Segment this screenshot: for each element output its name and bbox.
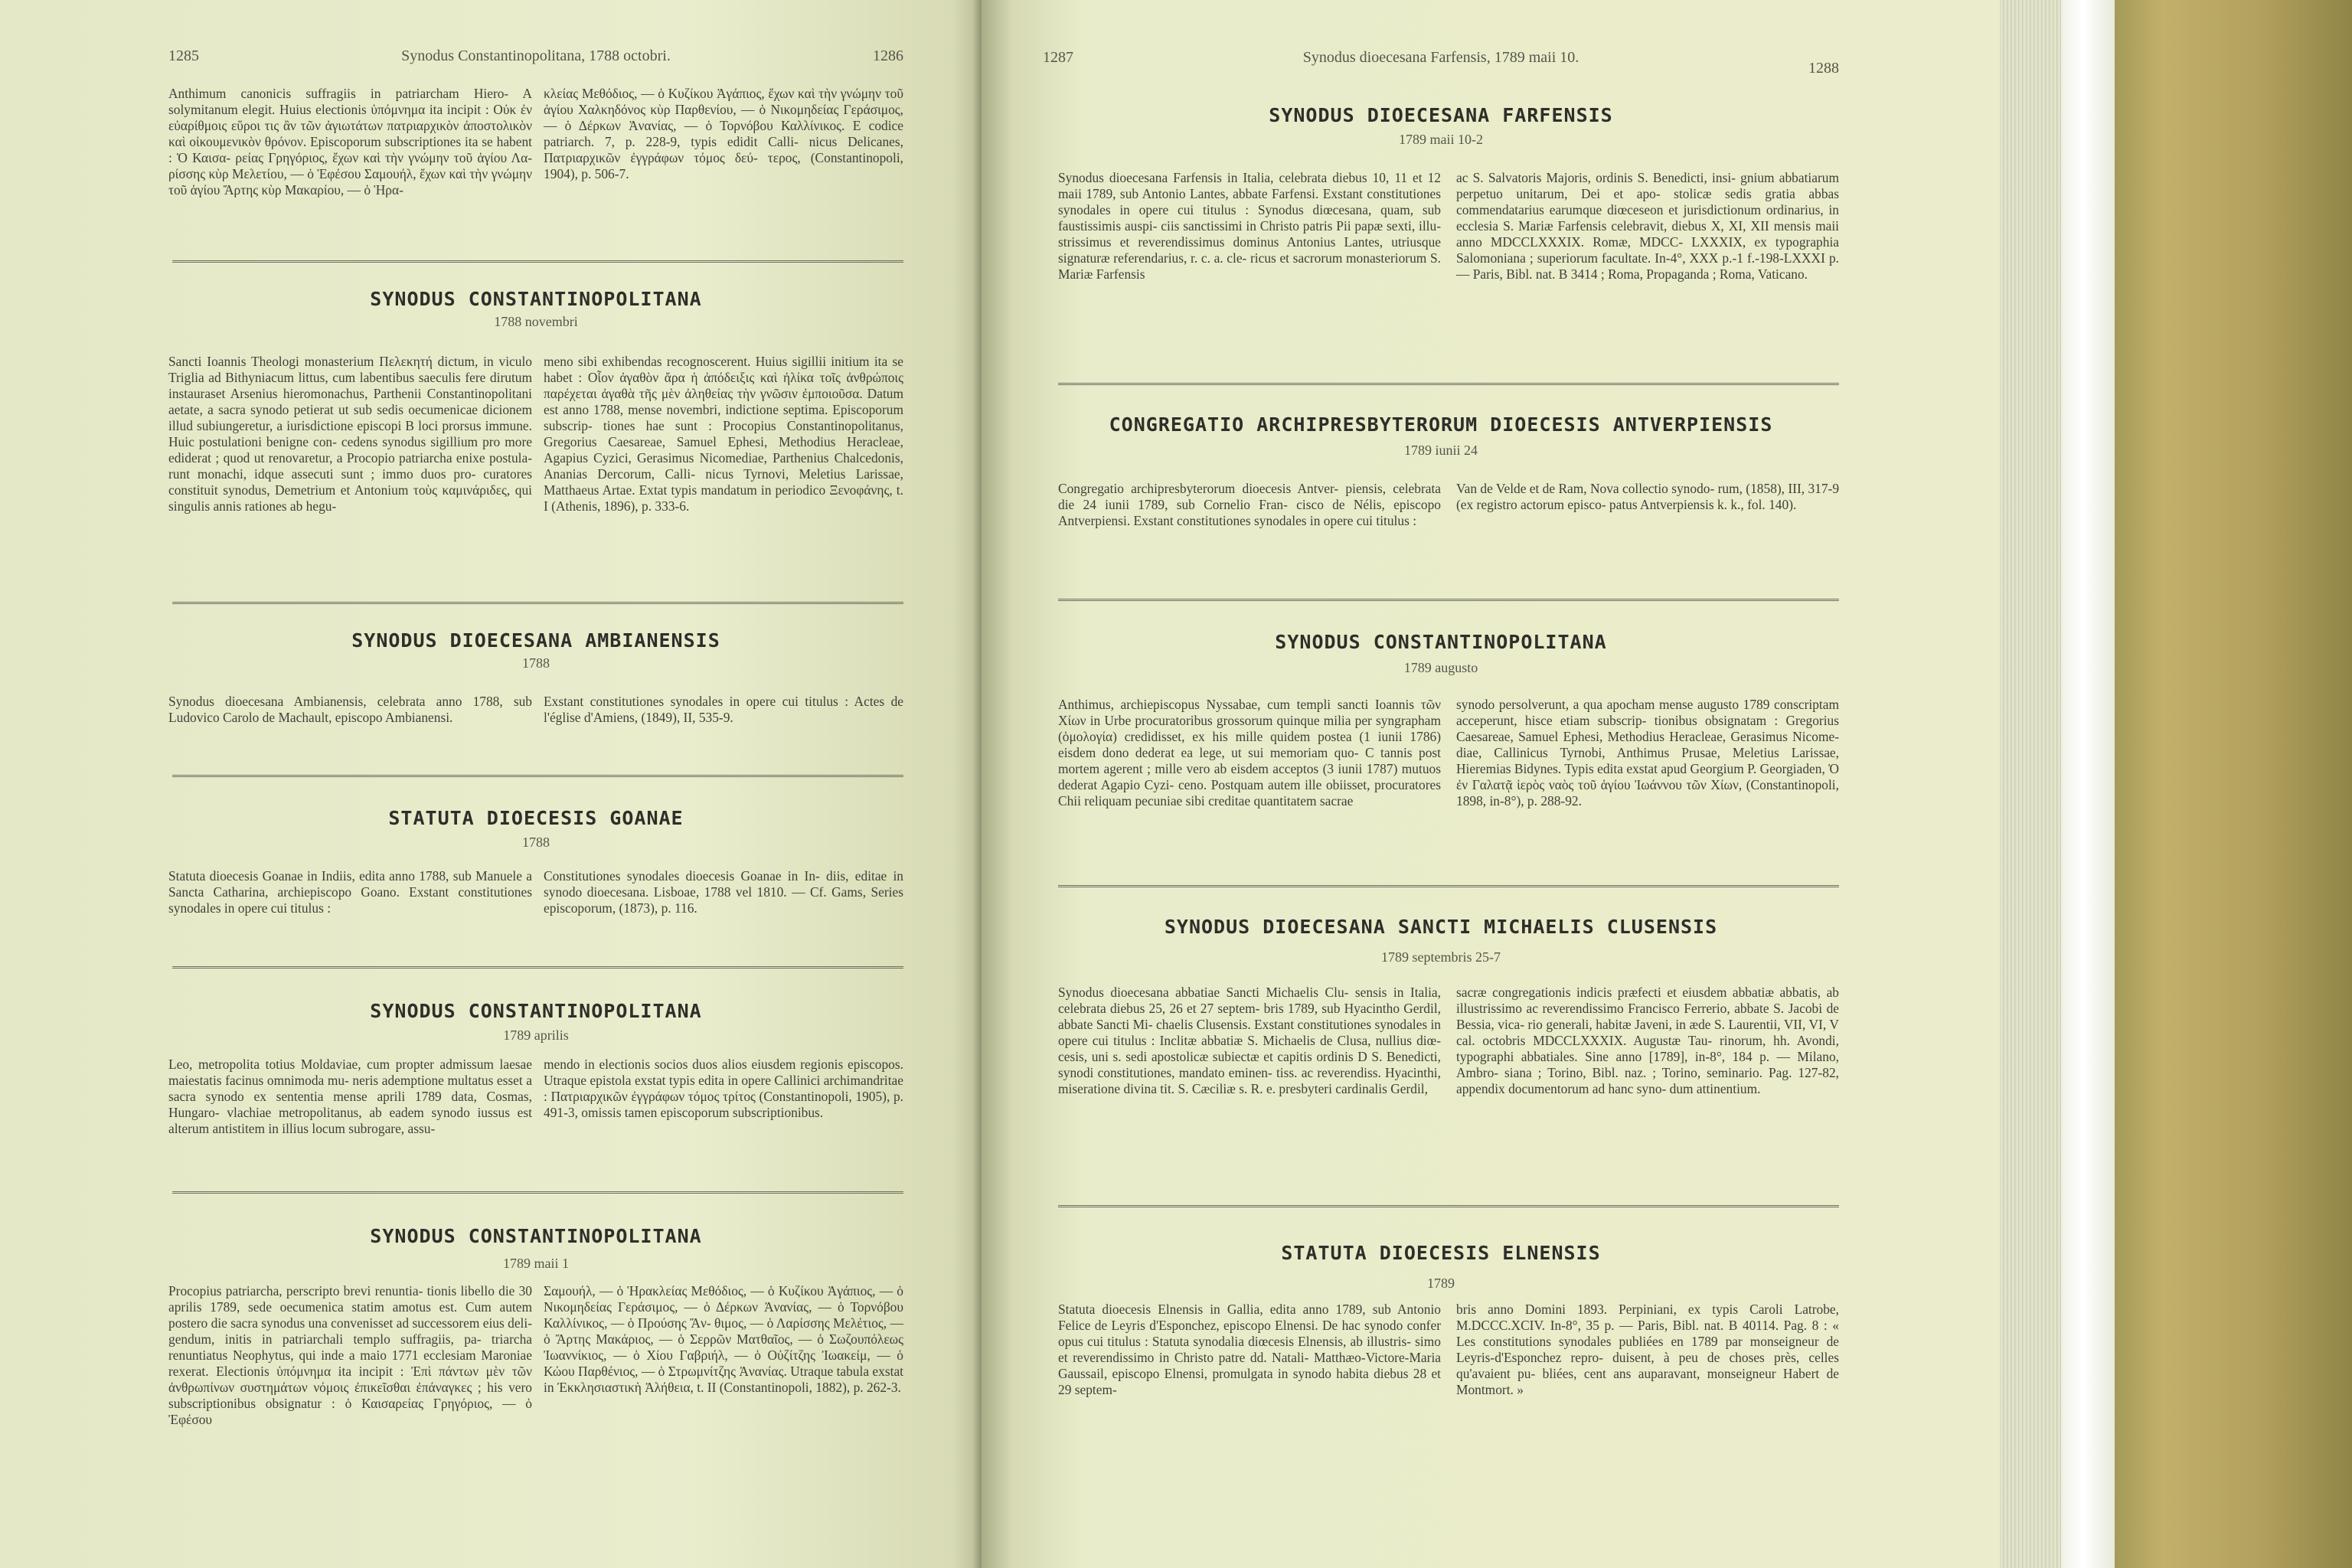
- section-divider: [172, 1191, 903, 1194]
- section-date: 1789 septembris 25-7: [1381, 949, 1501, 965]
- text-column: κλείας Μεθόδιος, — ὁ Κυζίκου Ἀγάπιος, ἔχων καὶ τὴν γνώμην τοῦ ἁγίου Χαλκηδόνος κὺρ Παρθενίου, — ὁ Νικομηδείας Γεράσιμος, — ὁ Δέρκων Ἀνανίας, — ὁ Τορνόβου Καλλίνικος. E codice patriarch. 7, p. 228-9, typis edidit Calli- nicus Delicanes, Πατριαρχικῶν ἐγγράφων τόμος δεύ- τερος, (Constantinopoli, 1904), p. 506-7.: [544, 86, 903, 181]
- left-page: [0, 0, 982, 1568]
- text-column: Constitutiones synodales dioecesis Goanae in In- diis, editae in synodo dioecesana. Lisboae, 1788 vel 1810. — Cf. Gams, Series episcoporum, (1873), p. 116.: [544, 868, 903, 916]
- section-date: 1789 aprilis: [503, 1027, 569, 1043]
- page-number: 1287: [1043, 49, 1073, 66]
- right-page-header: [1043, 49, 1839, 77]
- section-date: 1789 iunii 24: [1403, 443, 1478, 458]
- text-column: Exstant constitutiones synodales in opere cui titulus : Actes de l'église d'Amiens, (1849), II, 535-9.: [544, 694, 903, 725]
- section-divider: [172, 775, 903, 777]
- section-title: SYNODUS CONSTANTINOPOLITANA: [1275, 631, 1607, 653]
- text-column: Congregatio archipresbyterorum dioecesis Antver- piensis, celebrata die 24 iunii 1789, sub Cornelio Fran- cisco de Nélis, episcopo Antverpiensi. Exstant constitutiones synodales in opere cui titulus :: [1058, 481, 1441, 528]
- section-title: CONGREGATIO ARCHIPRESBYTERORUM DIOECESIS ANTVERPIENSIS: [1109, 413, 1773, 436]
- section-divider: [172, 602, 903, 604]
- section-title: SYNODUS DIOECESANA SANCTI MICHAELIS CLUSENSIS: [1164, 916, 1718, 938]
- section-title: SYNODUS DIOECESANA AMBIANENSIS: [351, 629, 720, 652]
- page-number: 1288: [1808, 60, 1839, 77]
- text-column: ac S. Salvatoris Majoris, ordinis S. Benedicti, insi- gnium abbatiarum perpetuo unitarum, Dei et apo- stolicæ sedis gratia abbas commendatarius earumque diœceseon et jurisdictionum ordinarius, in ecclesia S. Mariæ Farfensis celebravit, diebus X, XI, XII mensis maii anno MDCCLXXXIX. Romæ, MDCC- LXXXIX, ex typographia Salomoniana ; superiorum facultate. In-4°, XXX p.-1 f.-198-LXXXI p. — Paris, Bibl. nat. B 3414 ; Roma, Propaganda ; Roma, Vaticano.: [1456, 170, 1839, 282]
- text-column: Synodus dioecesana Farfensis in Italia, celebrata diebus 10, 11 et 12 maii 1789, sub Antonio Lantes, abbate Farfensi. Exstant constitutiones synodales in opere cui titulus : Synodus diœcesana, quam, sub faustissimis auspi- ciis sanctissimi in Christo patris Pii papæ sexti, illu- strissimus et reverendissimus dominus Antonius Lantes, utriusque signaturæ referendarius, r. c. a. cle- ricus et sacrorum monasteriorum S. Mariæ Farfensis: [1058, 170, 1441, 282]
- running-title: Synodus Constantinopolitana, 1788 octobri.: [401, 47, 671, 64]
- page-number: 1285: [168, 47, 199, 64]
- text-column: mendo in electionis socios duos alios eiusdem regionis episcopos. Utraque epistola exstat typis edita in opere Callinici archimandritae : Πατριαρχικῶν ἐγγράφων τόμος τρίτος (Constantinopoli, 1905), p. 491-3, omissis tamen episcoporum subscriptionibus.: [544, 1057, 903, 1120]
- section-divider: [172, 260, 903, 263]
- section-date: 1788: [522, 835, 550, 850]
- text-column: Synodus dioecesana Ambianensis, celebrata anno 1788, sub Ludovico Carolo de Machault, episcopo Ambianensi.: [168, 694, 532, 725]
- text-column: Synodus dioecesana abbatiae Sancti Michaelis Clu- sensis in Italia, celebrata diebus 25, 26 et 27 septem- bris 1789, sub Hyacintho Gerdil, abbate Sancti Mi- chaelis Clusensis. Exstant constitutiones synodales in opere cui titulus : Inclitæ abbatiæ S. Michaelis de Clusa, nullius diœ- cesis, uni s. sedi apostolicæ subiectæ et capitis ordinis D S. Benedicti, synodi constitutiones, mandato eminen- tiss. ac reverendiss. Hyacinthi, miseratione divina tit. S. Cæciliæ s. R. e. presbyteri cardinalis Gerdil,: [1058, 985, 1441, 1096]
- book-cover-edge: [2061, 0, 2115, 1568]
- section-divider: [1058, 885, 1839, 887]
- section-title: SYNODUS DIOECESANA FARFENSIS: [1269, 104, 1613, 126]
- text-column: Leo, metropolita totius Moldaviae, cum propter admissum laesae maiestatis facinus omnimoda mu- neris ademptione multatus esset a sacra synodo ex sententia mense aprili 1789 data, Cosmas, Hungaro- vlachiae metropolitanus, ab eadem synodo iussus est alterum antistitem in illius locum subrogare, assu-: [168, 1057, 532, 1136]
- text-column: Statuta dioecesis Elnensis in Gallia, edita anno 1789, sub Antonio Felice de Leyris d'Esponchez, episcopo Elnensi. De hac synodo confer opus cui titulus : Statuta synodalia diœcesis Elnensis, ab illustris- simo et reverendissimo in Christo patre dd. Natali- Matthæo-Victore-Maria Gaussail, episcopo Elnensi, promulgata in synodo habita diebus 28 et 29 septem-: [1058, 1302, 1441, 1397]
- page-edges: [2000, 0, 2061, 1568]
- text-column: Procopius patriarcha, perscripto brevi renuntia- tionis libello die 30 aprilis 1789, sede oecumenica statim amotus est. Cum autem postero die sacra synodus una convenisset ad successorem eius deli- gendum, initis in patriarchali templo suffragiis, pa- triarcha renuntiatus Neophytus, qui inde a maio 1771 ecclesiam Maroniae rexerat. Electionis ὑπόμνημα ita incipit : Ἐπὶ πάντων μὲν τῶν ἀνθρωπίνων συστημάτων νόμοις ἐπικεῖσθαι ἐπάναγκες ; his vero subscriptionibus obsignatur : ὁ Καισαρείας Γρηγόριος, — ὁ Ἐφέσου: [168, 1283, 532, 1427]
- section-divider: [1058, 1205, 1839, 1207]
- section-title: SYNODUS CONSTANTINOPOLITANA: [370, 288, 702, 310]
- page-number: 1286: [873, 47, 903, 64]
- section-divider: [172, 966, 903, 969]
- section-title: SYNODUS CONSTANTINOPOLITANA: [370, 1225, 702, 1247]
- right-page: [982, 0, 2000, 1568]
- text-column: synodo persolverunt, a qua apocham mense augusto 1789 conscriptam acceperunt, hisce etiam subscrip- tionibus obsignatam : Gregorius Caesareae, Samuel Ephesi, Methodius Heracleae, Gerasimus Nicome- diae, Callinicus Tyrnobi, Anthimus Prusae, Meletius Larissae, Hieremias Bidynes. Typis edita exstat apud Georgium P. Georgiaden, Ὁ ἐν Γαλατᾷ ἱερὸς ναὸς τοῦ ἁγίου Ἰωάννου τῶν Χίων, (Constantinopoli, 1898, in-8°), p. 288-92.: [1456, 697, 1839, 808]
- section-divider: [1058, 383, 1839, 385]
- section-date: 1789 augusto: [1403, 660, 1478, 675]
- left-page-header: [168, 47, 903, 70]
- section-divider: [1058, 599, 1839, 601]
- text-column: meno sibi exhibendas recognoscerent. Huius sigillii initium ita se habet : Οἷον ἀγαθὸν ἄρα ἡ ἀπόδειξις καὶ ἠλίκα τοῖς ἀνθρώποις παρέχεται ἀγαθὰ τῆς μὲν ἀληθείας τὴν γνῶσιν ἐμποιοῦσα. Datum est anno 1788, mense novembri, indictione septima. Episcoporum subscrip- tiones hae sunt : Procopius Constantinopolitanus, Gregorius Caesareae, Samuel Ephesi, Methodius Heracleae, Agapius Cyzici, Gerasimus Nicomediae, Parthenius Chalcedonis, Ananias Dercorum, Calli- nicus Tyrnovi, Meletius Larissae, Matthaeus Artae. Extat typis mandatum in periodico Ξενοφάνης, t. I (Athenis, 1896), p. 333-6.: [544, 354, 903, 514]
- text-column: Anthimum canonicis suffragiis in patriarcham Hiero- A solymitanum elegit. Huius electionis ὑπόμνημα ita incipit : Οὐκ ἐν εὐαρίθμοις εὕροι τις ἂν τῶν ἀγιωτάτων πατριαρχικὸν ἀποστολικὸν καὶ οἰκουμενικὸν θρόνον. Episcoporum subscriptiones ita se habent : Ὁ Καισα- ρείας Γρηγόριος, ἔχων καὶ τὴν γνώμην τοῦ ἁγίου Λα- ρίσσης κὺρ Μελετίου, — ὁ Ἐφέσου Σαμουήλ, ἔχων καὶ τὴν γνώμην τοῦ ἁγίου Ἄρτης κὺρ Μακαρίου, — ὁ Ἡρα-: [168, 86, 532, 198]
- text-column: Sancti Ioannis Theologi monasterium Πελεκητή dictum, in viculo Triglia ad Bithyniacum littus, cum labentibus saeculis fere dirutum instauraset Arsenius hieromonachus, Parthenii Constantinopolitani aetate, a sacra synodo petierat ut sub sedis oecumenicae dicionem illud subiungeretur, a iurisdictione episcopi B loci prorsus immune. Huic postulationi benigne con- cedens synodus sigillium pro more ediderat ; quod ut renovaretur, a Procopio patriarcha enixe postula- runt monachi, idque assecuti sunt ; immo duos pro- curatores constituit synodus, Demetrium et Antonium τοὺς καμινάριδες, qui singulis annis rationes ab hegu-: [168, 354, 532, 514]
- text-column: Σαμουήλ, — ὁ Ἡρακλείας Μεθόδιος, — ὁ Κυζίκου Ἀγάπιος, — ὁ Νικομηδείας Γεράσιμος, — ὁ Δέρκων Ἀνανίας, — ὁ Τορνόβου Καλλίνικος, — ὁ Προύσης Ἄν- θιμος, — ὁ Λαρίσσης Μελέτιος, — ὁ Ἄρτης Μακάριος, — ὁ Σερρῶν Ματθαῖος, — ὁ Σωζουπόλεως Ἰωαννίκιος, — ὁ Χίου Γαβριήλ, — ὁ Οὐζίτζης Ἰωακείμ, — ὁ Κώου Παρθένιος, — ὁ Στρωμνίτζης Ἀνανίας. Utraque tabula exstat in Ἐκκλησιαστικὴ Ἀλήθεια, t. II (Constantinopoli, 1882), p. 262-3.: [544, 1283, 903, 1395]
- section-date: 1789: [1427, 1276, 1455, 1291]
- section-date: 1789 maii 10-2: [1399, 132, 1483, 147]
- section-title: STATUTA DIOECESIS GOANAE: [388, 807, 684, 829]
- section-title: SYNODUS CONSTANTINOPOLITANA: [370, 1000, 702, 1022]
- section-date: 1788: [522, 655, 550, 671]
- text-column: Anthimus, archiepiscopus Nyssabae, cum templi sancti Ioannis τῶν Χίων in Urbe procuratoribus grossorum quinque milia per syngrapham (ὁμολογία) credidisset, ex his mille quidem postea (1 iunii 1786) eisdem dono dederat ea lege, ut sui memoriam quo- C tannis post mortem agerent ; mille vero ab eisdem acceptos (3 iunii 1787) mutuos dederat Agapio Cyzi- ceno. Postquam autem ille obiisset, procuratores Chii reliquam pecuniae sibi creditae quantitatem sacrae: [1058, 697, 1441, 808]
- running-title: Synodus dioecesana Farfensis, 1789 maii 10.: [1302, 49, 1579, 66]
- section-title: STATUTA DIOECESIS ELNENSIS: [1281, 1242, 1601, 1264]
- text-column: sacræ congregationis indicis præfecti et eiusdem abbatiæ abbatis, ab illustrissimo ac reverendissimo Francisco Ferrerio, abbate S. Jacobi de Bessia, vica- rio generali, habitæ Javeni, in æde S. Laurentii, VII, VI, V cal. octobris MDCCLXXXIX. Augustæ Tau- rinorum, hh. Avondi, typographi abbatiales. Sine anno [1789], in-8°, 184 p. — Milano, Ambro- siana ; Torino, Bibl. naz. ; Torino, seminario. Pag. 127-82, appendix documentorum ad hanc syno- dum attinentium.: [1456, 985, 1839, 1096]
- text-column: bris anno Domini 1893. Perpiniani, ex typis Caroli Latrobe, M.DCCC.XCIV. In-8°, 35 p. — Paris, Bibl. nat. B 40114. Pag. 8 : « Les constitutions synodales publiées en 1789 par monseigneur de Leyris-d'Esponchez repro- duisent, à peu de choses près, celles qu'avaient pu- bliées, cent ans auparavant, monseigneur Habert de Montmort. »: [1456, 1302, 1839, 1397]
- text-column: Statuta dioecesis Goanae in Indiis, edita anno 1788, sub Manuele a Sancta Catharina, archiepiscopo Goano. Exstant constitutiones synodales in opere cui titulus :: [168, 868, 532, 916]
- section-date: 1788 novembri: [494, 314, 578, 329]
- section-date: 1789 maii 1: [503, 1256, 569, 1271]
- text-column: Van de Velde et de Ram, Nova collectio synodo- rum, (1858), III, 317-9 (ex registro actorum episco- patus Antverpiensis k. k., fol. 140).: [1456, 481, 1840, 512]
- book-board: [2115, 0, 2352, 1568]
